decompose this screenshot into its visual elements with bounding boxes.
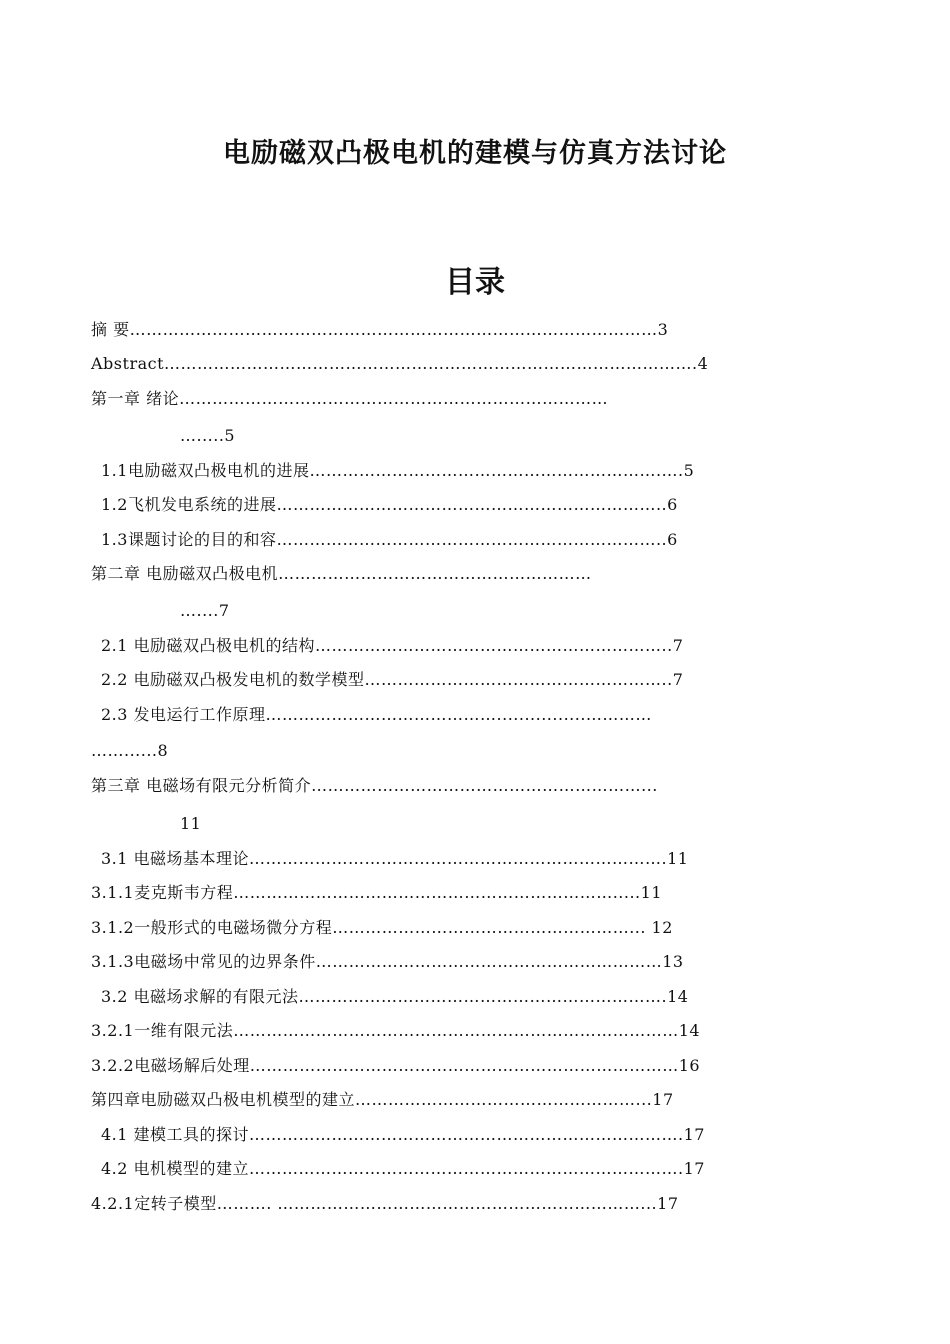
- toc-heading: 目录: [445, 265, 505, 300]
- toc-entry-3-2: 3.2 电磁场求解的有限元法………………………………………………………….14: [101, 987, 689, 1006]
- toc-entry-2-2: 2.2 电励磁双凸极发电机的数学模型………………………………………………..7: [101, 670, 684, 689]
- toc-entry-4-1: 4.1 建模工具的探讨…………………………………………………………………….17: [101, 1125, 705, 1144]
- document-title: 电励磁双凸极电机的建模与仿真方法讨论: [223, 138, 727, 169]
- toc-entry-2-3: 2.3 发电运行工作原理……………………………………................…………: [101, 705, 652, 724]
- toc-entry-2-3-page: ……......8: [91, 741, 169, 760]
- toc-entry-4-2: 4.2 电机模型的建立…………………………………………………………………….17: [101, 1159, 705, 1178]
- toc-entry-3-2-2: 3.2.2电磁场解后处理……………………………………………………………………16: [91, 1056, 701, 1075]
- toc-entry-abstract-en: Abstract…………………………………………………………………………………….4: [91, 354, 709, 373]
- toc-entry-3-1-2: 3.1.2一般形式的电磁场微分方程………………………………………………... 12: [91, 918, 673, 937]
- toc-entry-3-1: 3.1 电磁场基本理论………………………………………………………………….11: [101, 849, 689, 868]
- toc-entry-chapter-4: 第四章电励磁双凸极电机模型的建立……………………………………………...17: [91, 1090, 674, 1109]
- toc-entry-chapter-1: 第一章 绪论……………………………………………………………………: [91, 389, 609, 408]
- toc-entry-4-2-1: 4.2.1定转子模型………. …………………………………………………………...17: [91, 1194, 679, 1213]
- toc-entry-1-2: 1.2飞机发电系统的进展……………………………………………………………..6: [101, 495, 678, 514]
- toc-entry-1-1: 1.1电励磁双凸极电机的进展……………………………………………………….….5: [101, 461, 695, 480]
- toc-entry-2-1: 2.1 电励磁双凸极电机的结构………………………………………………………..7: [101, 636, 684, 655]
- toc-entry-chapter-2-page: …....7: [180, 601, 230, 620]
- toc-entry-3-1-3: 3.1.3电磁场中常见的边界条件………………………………………………………13: [91, 952, 684, 971]
- toc-entry-1-3: 1.3课题讨论的目的和容……………………………………………………………..6: [101, 530, 678, 549]
- toc-entry-chapter-2: 第二章 电励磁双凸极电机…………………………………………………: [91, 564, 592, 583]
- toc-entry-chapter-1-page: ….....5: [180, 426, 236, 445]
- toc-entry-chapter-3-page: 11: [180, 814, 202, 833]
- toc-entry-chapter-3: 第三章 电磁场有限元分析简介……………………………………………………...: [91, 776, 658, 795]
- toc-entry-3-1-1: 3.1.1麦克斯韦方程…………………………………………………………….....11: [91, 883, 663, 902]
- toc-entry-3-2-1: 3.2.1一维有限元法………………………………………………………………………14: [91, 1021, 701, 1040]
- toc-entry-abstract-cn: 摘 要……………………………………………………………………………………3: [91, 320, 669, 339]
